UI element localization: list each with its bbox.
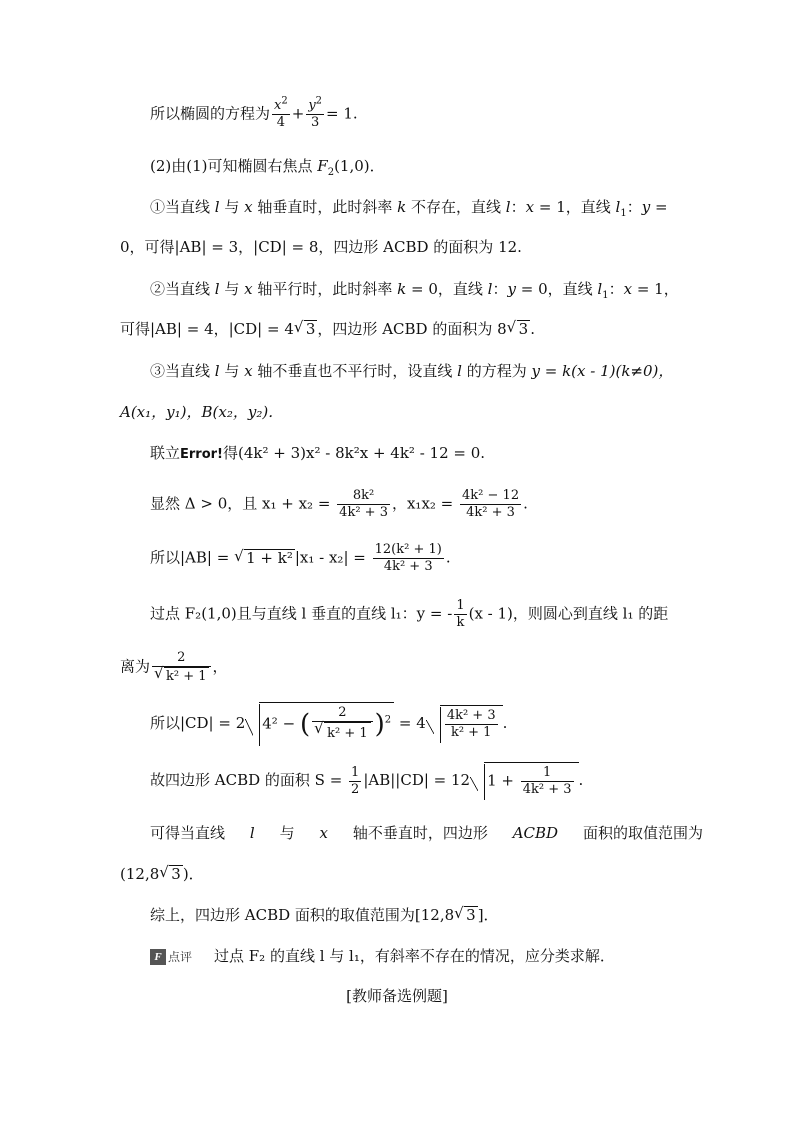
sqrt-1-k2: √ 1 + k² [234, 548, 295, 568]
case3-line: ③当直线 l 与 x 轴不垂直也不平行时，设直线 l 的方程为 y = k(x - 1)(k≠0)， [150, 362, 674, 380]
distance-line: 离为 2 √ k² + 1 ， [120, 650, 228, 685]
points-ab-line: A(x₁，y₁)，B(x₂，y₂)． [120, 403, 284, 421]
vieta-line: 显然 Δ > 0，且 x₁ + x₂ = $\frac{\text{8k²}}{\text{4k² + 3}}$ ，x₁x₂ = $\frac{\text{4k² − 12}}{\text{4k² + 3}}$ . [150, 488, 528, 520]
sqrt-big: 4² − ( 2 √ k² + 1 )$^2$ [245, 702, 394, 746]
comment-line: F 点评 过点 F₂ 的直线 l 与 l₁，有斜率不存在的情况，应分类求解． [150, 946, 615, 966]
case1-result-line: 0，可得|AB| = 3，|CD| = 8，四边形 ACBD 的面积为 12. [120, 238, 522, 256]
open-range-line: (12,8√ 3 )． [120, 864, 204, 884]
part2-intro-line: (2)由(1)可知椭圆右焦点 $F_2(1,0)$． [150, 157, 385, 178]
summary-line: 综上，四边形 ACBD 面积的取值范围为[12,8√ 3 ]． [150, 905, 499, 925]
sqrt-3: √ 3 [294, 319, 318, 339]
range-conclusion-line: 可得当直线 l 与 x 轴不垂直时，四边形 ACBD 面积的取值范围为 [150, 824, 703, 842]
ellipse-equation-line: 所以椭圆的方程为 $\frac{x^2}{4}$ + $\frac{y^2}{3}$ = 1. [150, 95, 358, 130]
perpendicular-line-line: 过点 F₂(1,0)且与直线 l 垂直的直线 l₁：y = - $\frac{1}{k}$ (x - 1)，则圆心到直线 l₁ 的距 [150, 598, 669, 630]
case2-line: ②当直线 l 与 x 轴平行时，此时斜率 k = 0，直线 l：y = 0，直线 $l_1$：x = 1， [150, 280, 679, 301]
teacher-example-heading: [教师备选例题] [346, 987, 448, 1005]
ab-length-line: 所以|AB| = √ 1 + k² |x₁ - x₂| = $\frac{\text{12(k² + 1)}}{\text{4k² + 3}}$ . [150, 542, 451, 575]
case1-line: ①当直线 l 与 x 轴垂直时，此时斜率 k 不存在，直线 l：x = 1，直线 $l_1$：y = [150, 198, 668, 219]
case2-result-line: 可得|AB| = 4，|CD| = 4√ 3 ，四边形 ACBD 的面积为 8√ 3 . [120, 319, 535, 339]
area-formula-line: 故四边形 ACBD 的面积 S = $\frac{1}{2}$ |AB||CD| = 12 1 + $\frac{1}{\text{4k² + 3}}$ . [150, 762, 583, 800]
sqrt-3: √ 3 [507, 319, 531, 339]
cd-length-line: 所以|CD| = 2 4² − ( 2 √ k² + 1 )$^2$ = 4 $\frac{\text{4k² + 3}}{\text{k² + 1}}$ . [150, 702, 507, 746]
simultaneous-equation-line: 联立Error!得(4k² + 3)x² - 8k²x + 4k² - 12 = 0. [150, 444, 486, 462]
comment-badge-icon: F 点评 [150, 949, 196, 965]
